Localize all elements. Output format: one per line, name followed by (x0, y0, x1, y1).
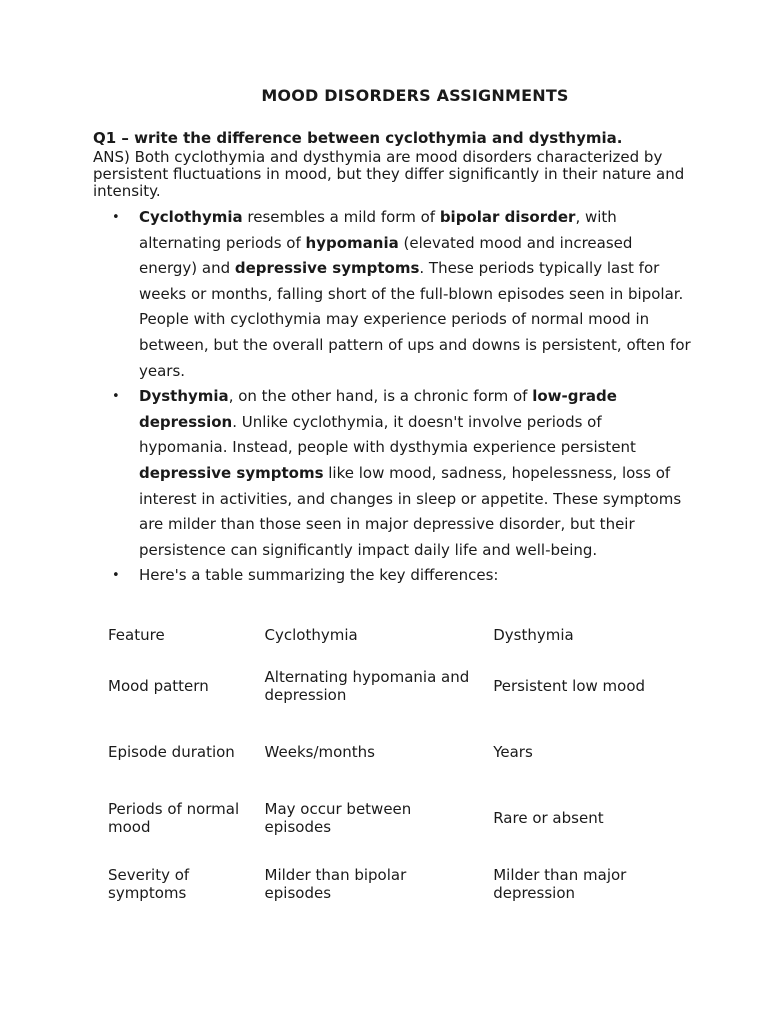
table-header-row (100, 617, 670, 653)
table-cell: Episode duration (108, 743, 235, 761)
question-heading: Q1 – write the difference between cyclothymia and dysthymia. (93, 129, 623, 147)
table-row (100, 785, 670, 851)
bold-term: Dysthymia (139, 387, 229, 406)
table-cell: Rare or absent (493, 809, 604, 827)
text-run: resembles a mild form of (242, 208, 440, 226)
document-title: MOOD DISORDERS ASSIGNMENTS (261, 86, 569, 105)
bullet-item (93, 384, 693, 563)
table-row (100, 653, 670, 719)
table-cell: Mood pattern (108, 677, 209, 695)
table-row (100, 719, 670, 785)
text-run: . These periods typically last for weeks or months, falling short of the full-blown episodes seen in bipolar. People with cyclothymia may experience periods of normal mood in between, but the overall pattern of ups and downs is persistent, often for years. (139, 259, 691, 380)
bullet-list (93, 205, 693, 589)
text-run: . Unlike cyclothymia, it doesn't involve periods of hypomania. Instead, people with dysthymia experience persistent (139, 412, 636, 457)
table-cell: Severity of symptoms (108, 866, 190, 902)
table-cell: Milder than major depression (493, 866, 627, 902)
bold-term: depressive symptoms (139, 463, 324, 482)
text-run: Here's a table summarizing the key differences: (139, 566, 499, 585)
bullet-glyph: • (112, 389, 120, 405)
bold-term: bipolar disorder (439, 208, 576, 226)
text-run: , on the other hand, is a chronic form of (228, 387, 533, 406)
bullet-item (93, 563, 693, 589)
text-run: like low mood, sadness, hopelessness, loss of interest in activities, and changes in sleep or appetite. These symptoms are milder than those seen in major depressive disorder, but their persistence can significantly impact daily life and well-being. (139, 463, 682, 559)
answer-paragraph: ANS) Both cyclothymia and dysthymia are mood disorders characterized by persistent fluctuations in mood, but they differ significantly in their nature and intensity. (93, 148, 685, 200)
bold-term: hypomania (305, 233, 399, 252)
bold-term: low-grade depression (139, 387, 617, 431)
table-row (100, 851, 670, 917)
table-cell: Weeks/months (264, 743, 375, 761)
bold-term: Cyclothymia (139, 208, 243, 226)
table-cell: Persistent low mood (493, 677, 646, 695)
bullet-glyph: • (112, 568, 120, 584)
text-run: , with alternating periods of (139, 208, 617, 252)
text-run: (elevated mood and increased energy) and (139, 233, 633, 278)
table-header-cell: Cyclothymia (264, 626, 358, 644)
table-cell: Years (493, 743, 533, 761)
table-cell: Periods of normal mood (108, 800, 240, 836)
table-header-cell: Feature (108, 626, 165, 644)
bullet-item (93, 205, 693, 384)
table-header-cell: Dysthymia (493, 626, 574, 644)
differences-table (100, 617, 670, 917)
table-cell: Milder than bipolar episodes (264, 866, 407, 902)
table-cell: May occur between episodes (264, 800, 412, 836)
table-cell: Alternating hypomania and depression (264, 668, 470, 704)
bullet-glyph: • (112, 210, 120, 225)
bold-term: depressive symptoms (234, 259, 420, 278)
